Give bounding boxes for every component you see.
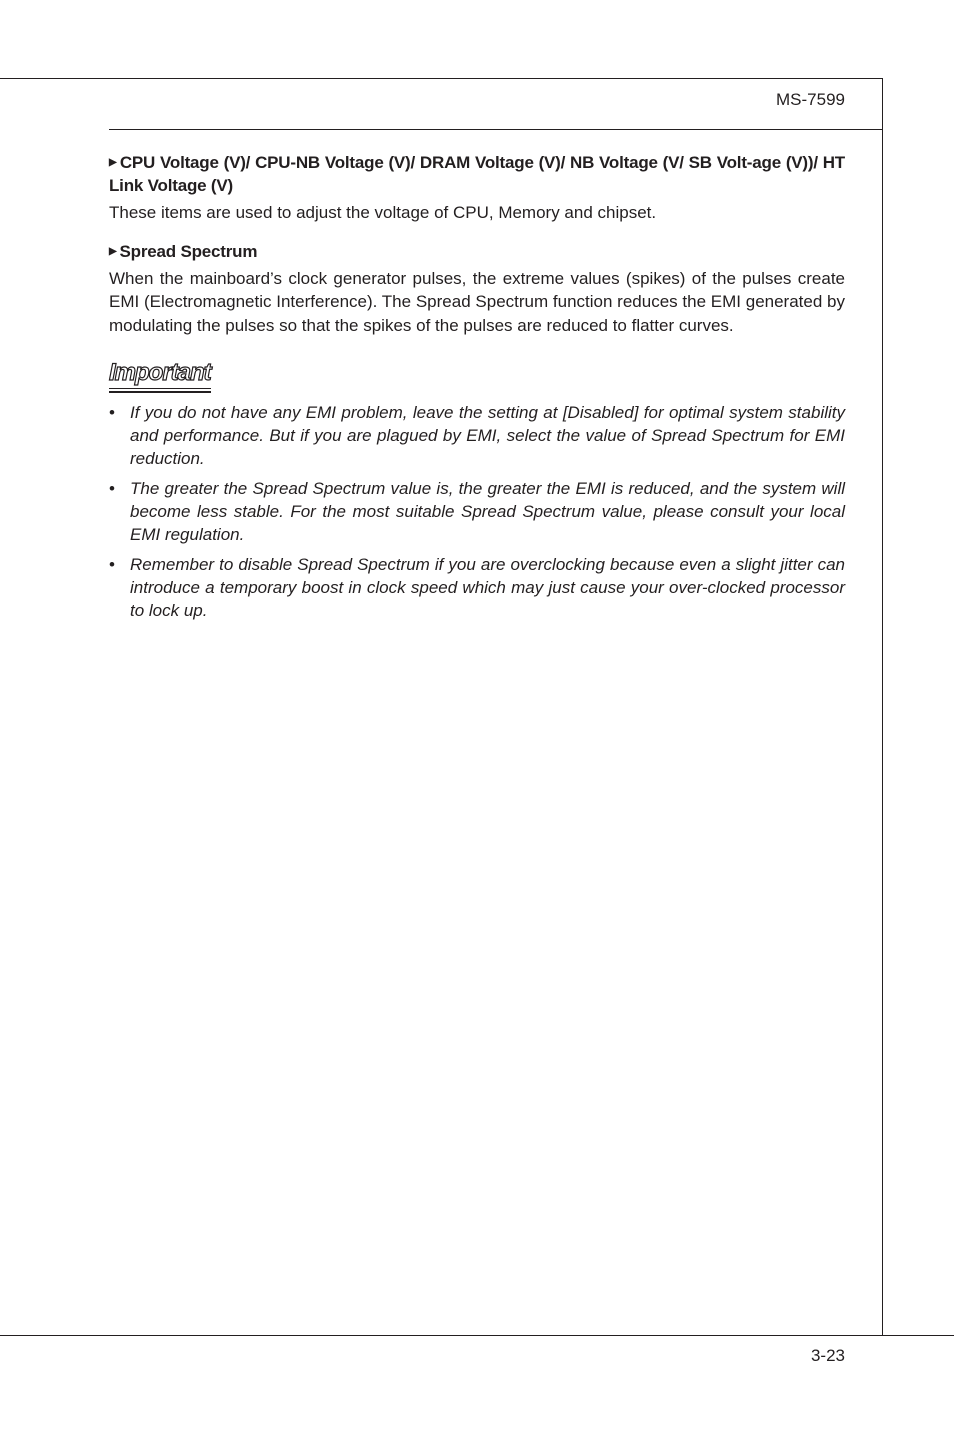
bullet-icon: • xyxy=(109,478,115,498)
triangle-bullet-icon: ▶ xyxy=(109,157,117,168)
right-border-line xyxy=(882,78,883,1336)
page-content xyxy=(109,151,845,629)
note-text: The greater the Spread Spectrum value is, the greater the EMI is reduced, and the system will become less stable. For the most suitable Spread Spectrum value, please consult your local EMI regulation. xyxy=(130,478,845,544)
top-border-line xyxy=(0,78,883,79)
note-text: Remember to disable Spread Spectrum if you are overclocking because even a slight jitter can introduce a temporary boost in clock speed which may just cause your over-clocked processor to lock up. xyxy=(130,554,845,620)
bullet-icon: • xyxy=(109,402,115,422)
section-body-spread-spectrum: When the mainboard’s clock generator pulses, the extreme values (spikes) of the pulses create EMI (Electromagnetic Interference). The Spread Spectrum function reduces the EMI generated by modulating the pulses so that the spikes of the pulses are reduced to flatter curves. xyxy=(109,268,845,335)
page-number: 3-23 xyxy=(810,1346,845,1365)
list-item xyxy=(109,477,845,546)
header-divider xyxy=(109,129,883,130)
list-item xyxy=(109,553,845,622)
important-underline xyxy=(109,391,211,393)
section-heading-text: CPU Voltage (V)/ CPU-NB Voltage (V)/ DRAM Voltage (V)/ NB Voltage (V/ SB Volt-age (V))/ HT Link Voltage (V) xyxy=(109,153,845,195)
section-heading-voltage xyxy=(109,151,845,197)
bullet-icon: • xyxy=(109,554,115,574)
model-number: MS-7599 xyxy=(776,90,845,109)
section-heading-spread-spectrum xyxy=(109,240,845,263)
triangle-bullet-icon: ▶ xyxy=(109,245,117,257)
note-text: If you do not have any EMI problem, leave the setting at [Disabled] for optimal system stability and performance. But if you are plagued by EMI, select the value of Spread Spectrum for EMI reduction. xyxy=(130,402,845,468)
important-notes-list xyxy=(109,401,845,622)
section-body-voltage: These items are used to adjust the voltage of CPU, Memory and chipset. xyxy=(109,203,657,222)
important-title: Important xyxy=(109,359,211,389)
section-heading-text: Spread Spectrum xyxy=(119,241,258,261)
bottom-border-line xyxy=(0,1335,954,1336)
important-callout xyxy=(109,359,211,393)
list-item xyxy=(109,401,845,470)
